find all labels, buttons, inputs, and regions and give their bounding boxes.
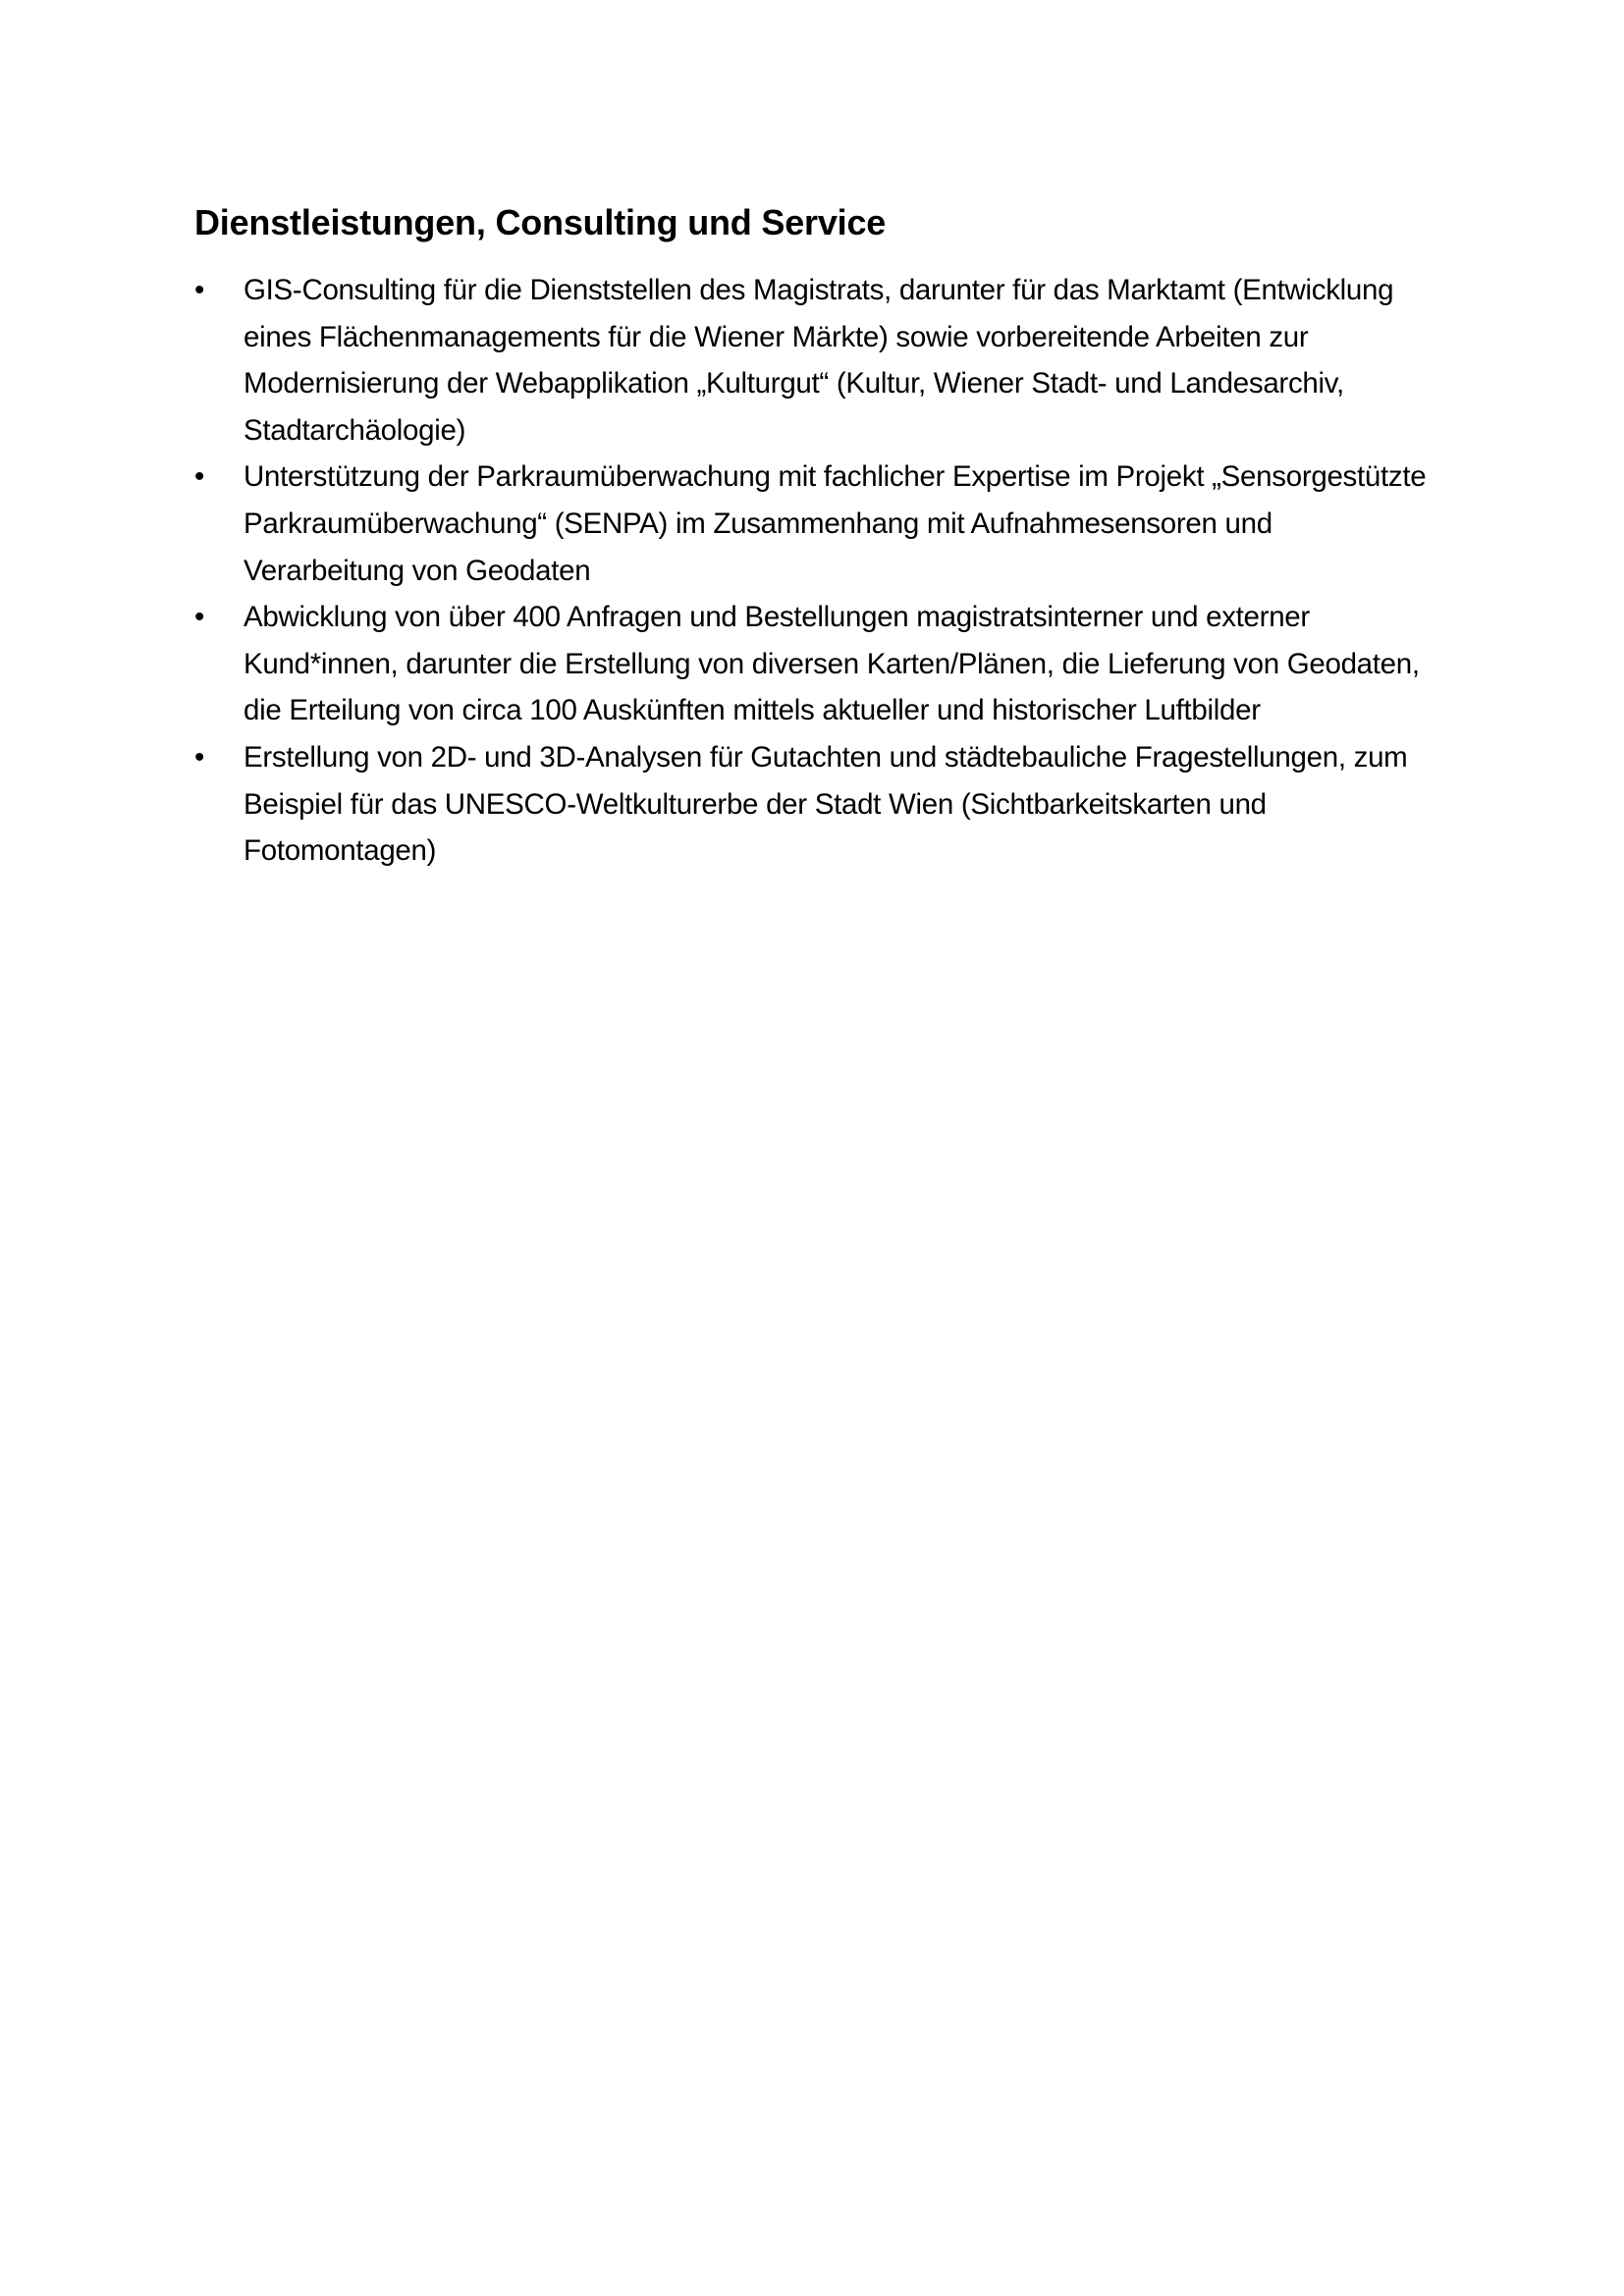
list-item-text: GIS-Consulting für die Dienststellen des Magistrats, darunter für das Marktamt (Entwicklung eines Flächenmanagements für die Wiener Märkte) sowie vorbereitende Arbeiten zur Modernisierung der Webapplikation „Kulturgut“ (Kultur, Wiener Stadt- und Landesarchiv, Stadtarchäologie) [244, 274, 1394, 447]
list-item [194, 454, 1432, 594]
services-section [194, 192, 1432, 875]
list-item [194, 734, 1432, 875]
list-item [194, 267, 1432, 454]
section-heading: Dienstleistungen, Consulting und Service [194, 202, 887, 242]
bullet-list [194, 267, 1432, 875]
bullet-marker: • [194, 740, 205, 774]
bullet-marker: • [194, 274, 205, 306]
list-item [194, 594, 1432, 734]
list-item-text: Abwicklung von über 400 Anfragen und Bestellungen magistratsinterner und externer Kund*innen, darunter die Erstellung von diversen Karten/Plänen, die Lieferung von Geodaten, die Erteilung von circa 100 Auskünften mittels aktueller und historischer Luftbilder [244, 601, 1420, 727]
bullet-marker: • [194, 601, 205, 634]
list-item-text: Unterstützung der Parkraumüberwachung mit fachlicher Expertise im Projekt „Sensorgestützte Parkraumüberwachung“ (SENPA) im Zusammenhang mit Aufnahmesensoren und Verarbeitung von Geodaten [244, 460, 1427, 587]
list-item-text: Erstellung von 2D- und 3D-Analysen für Gutachten und städtebauliche Fragestellungen, zum Beispiel für das UNESCO-Weltkulturerbe der Stadt Wien (Sichtbarkeitskarten und Fotomontagen) [244, 740, 1408, 868]
bullet-marker: • [194, 460, 205, 494]
